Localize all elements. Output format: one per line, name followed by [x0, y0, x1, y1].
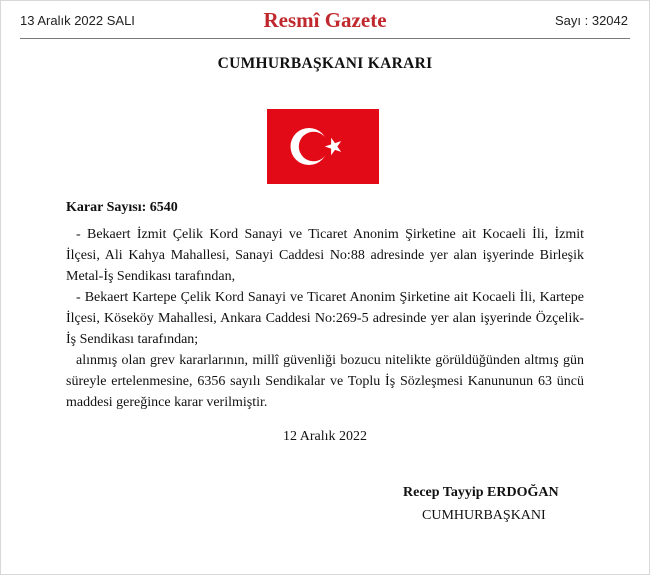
paragraph-3: alınmış olan grev kararlarının, millî güvenliği bozucu nitelikte görüldüğünden altmış gün süreyle ertelenmesine, 6356 sayılı Sendikalar ve Toplu İş Sözleşmesi Kanununun 63 üncü maddesi gereğince karar verilmiştir. [66, 353, 584, 410]
paragraph-2: - Bekaert Kartepe Çelik Kord Sanayi ve Ticaret Anonim Şirketine ait Kocaeli İli, Kartepe İlçesi, Köseköy Mahallesi, Ankara Caddesi No:269-5 adresinde yer alan işyerinde Özçelik-İş Sendikası tarafından; [66, 290, 584, 347]
flag-crescent-inner [299, 132, 329, 162]
turkish-flag-icon [267, 109, 379, 184]
gazette-date: 13 Aralık 2022 SALI [20, 13, 135, 28]
gazette-issue-number: Sayı : 32042 [555, 13, 628, 28]
gazette-title: Resmî Gazete [263, 8, 387, 32]
decision-body [66, 224, 584, 413]
header-divider [20, 38, 630, 39]
signer-name: Recep Tayyip ERDOĞAN [403, 485, 559, 500]
paragraph-1: - Bekaert İzmit Çelik Kord Sanayi ve Ticaret Anonim Şirketine ait Kocaeli İli, İzmit İlçesi, Ali Kahya Mahallesi, Sanayi Caddesi No:88 adresinde yer alan işyerinde Birleşik Metal-İş Sendikası tarafından, [66, 227, 584, 284]
decision-date: 12 Aralık 2022 [283, 429, 367, 444]
signer-title: CUMHURBAŞKANI [422, 508, 546, 523]
document-title: CUMHURBAŞKANI KARARI [217, 55, 433, 72]
decision-number: Karar Sayısı: 6540 [66, 200, 178, 215]
